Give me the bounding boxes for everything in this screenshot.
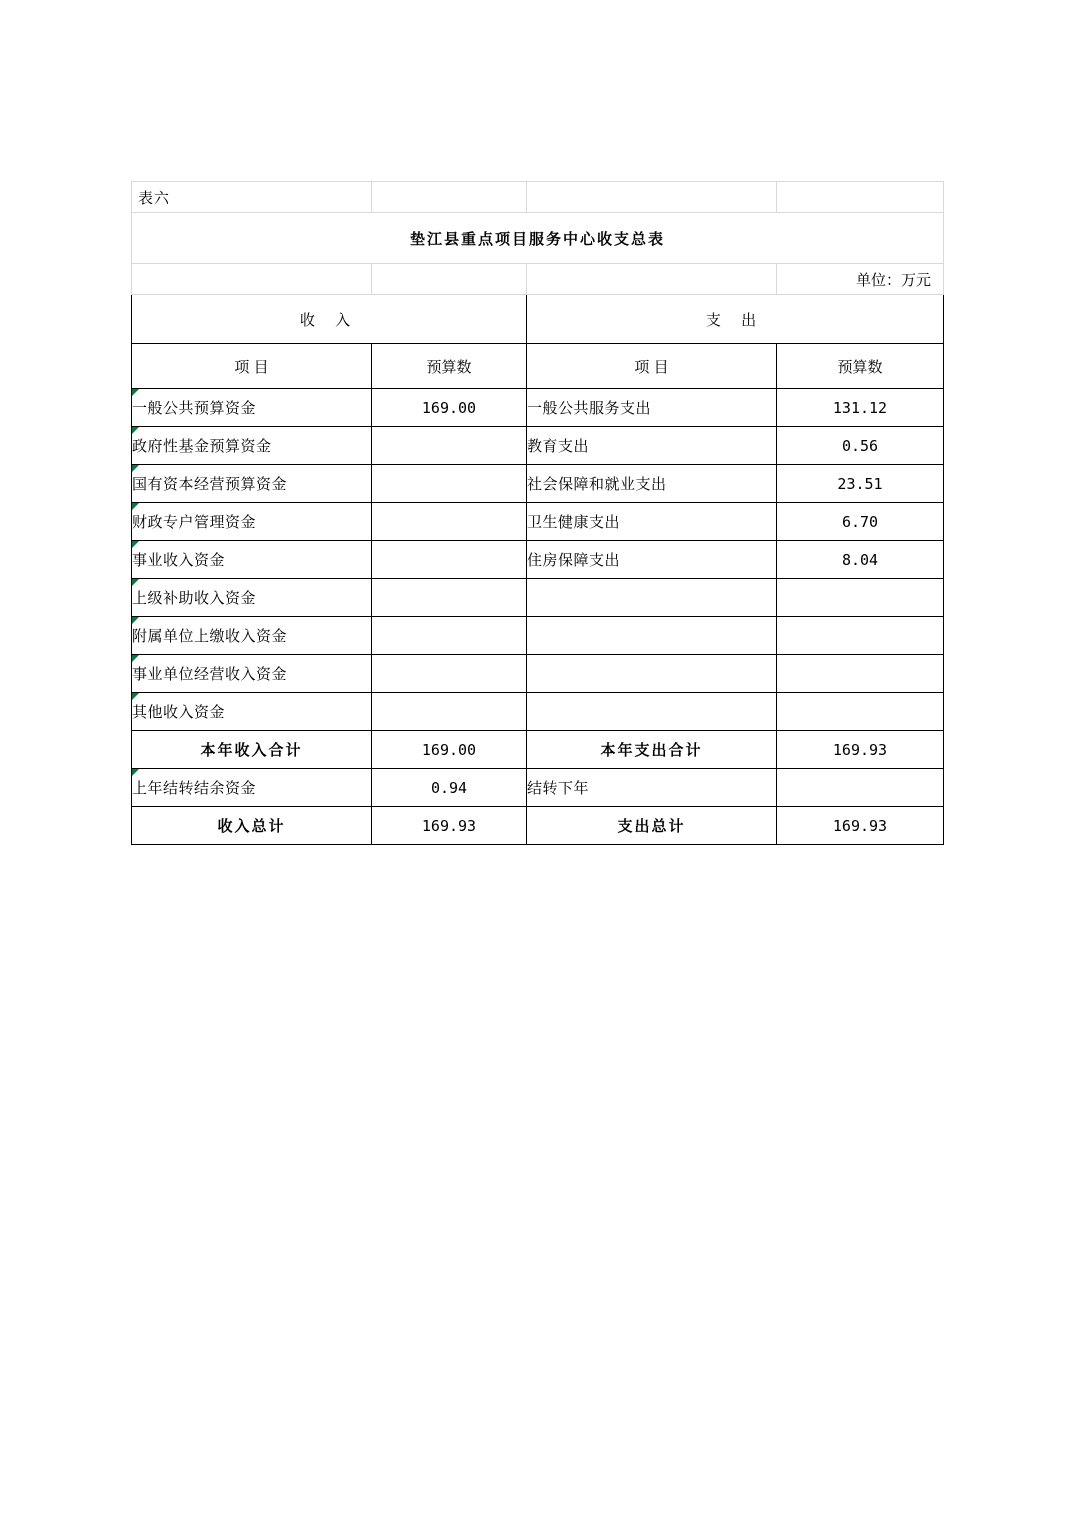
expense-budget (777, 655, 944, 693)
unit-row (132, 264, 944, 295)
expense-budget (777, 693, 944, 731)
income-item: 财政专户管理资金 (132, 503, 372, 541)
total-expense-budget: 169.93 (777, 807, 944, 845)
total-income-budget: 169.93 (372, 807, 527, 845)
budget-table (131, 181, 944, 845)
expense-budget (777, 617, 944, 655)
income-budget (372, 655, 527, 693)
income-budget (372, 503, 527, 541)
expense-item: 住房保障支出 (527, 541, 777, 579)
table-row (132, 617, 944, 655)
total-income-label: 收入总计 (132, 807, 372, 845)
column-header-expense-budget: 预算数 (777, 344, 944, 389)
unit-filler-2 (372, 264, 527, 295)
carryover-income-budget: 0.94 (372, 769, 527, 807)
expense-budget: 23.51 (777, 465, 944, 503)
sheet-label-filler-2 (527, 182, 777, 213)
income-item: 其他收入资金 (132, 693, 372, 731)
sheet-label-filler-1 (372, 182, 527, 213)
title-row (132, 213, 944, 264)
group-header-row (132, 295, 944, 344)
sheet-label-row (132, 182, 944, 213)
grand-total-row (132, 807, 944, 845)
carryover-expense-budget (777, 769, 944, 807)
budget-sheet (131, 181, 943, 845)
table-row (132, 465, 944, 503)
subtotal-income-label: 本年收入合计 (132, 731, 372, 769)
income-budget (372, 427, 527, 465)
carryover-income-label: 上年结转结余资金 (132, 769, 372, 807)
income-budget (372, 617, 527, 655)
unit-note: 单位：万元 (777, 264, 944, 295)
page-title: 垫江县重点项目服务中心收支总表 (132, 213, 944, 264)
income-item: 事业收入资金 (132, 541, 372, 579)
income-item: 上级补助收入资金 (132, 579, 372, 617)
group-header-expense: 支 出 (527, 295, 944, 344)
expense-item: 卫生健康支出 (527, 503, 777, 541)
column-header-income-item: 项 目 (132, 344, 372, 389)
income-budget (372, 541, 527, 579)
income-item: 附属单位上缴收入资金 (132, 617, 372, 655)
expense-item: 社会保障和就业支出 (527, 465, 777, 503)
expense-budget: 6.70 (777, 503, 944, 541)
group-header-income: 收 入 (132, 295, 527, 344)
sheet-label: 表六 (132, 182, 372, 213)
income-budget (372, 693, 527, 731)
table-row (132, 503, 944, 541)
expense-budget: 131.12 (777, 389, 944, 427)
subtotal-expense-budget: 169.93 (777, 731, 944, 769)
subtotal-expense-label: 本年支出合计 (527, 731, 777, 769)
table-row (132, 427, 944, 465)
carryover-expense-label: 结转下年 (527, 769, 777, 807)
expense-item (527, 579, 777, 617)
income-item: 国有资本经营预算资金 (132, 465, 372, 503)
unit-filler-3 (527, 264, 777, 295)
expense-item: 一般公共服务支出 (527, 389, 777, 427)
expense-item (527, 655, 777, 693)
column-header-expense-item: 项 目 (527, 344, 777, 389)
table-row (132, 541, 944, 579)
table-row (132, 579, 944, 617)
table-row (132, 655, 944, 693)
carryover-row (132, 769, 944, 807)
column-header-income-budget: 预算数 (372, 344, 527, 389)
total-expense-label: 支出总计 (527, 807, 777, 845)
income-budget (372, 465, 527, 503)
income-budget (372, 579, 527, 617)
sheet-label-filler-3 (777, 182, 944, 213)
subtotal-row (132, 731, 944, 769)
income-item: 政府性基金预算资金 (132, 427, 372, 465)
table-row (132, 693, 944, 731)
income-item: 事业单位经营收入资金 (132, 655, 372, 693)
expense-budget: 0.56 (777, 427, 944, 465)
expense-budget (777, 579, 944, 617)
subtotal-income-budget: 169.00 (372, 731, 527, 769)
income-item: 一般公共预算资金 (132, 389, 372, 427)
expense-budget: 8.04 (777, 541, 944, 579)
expense-item: 教育支出 (527, 427, 777, 465)
unit-filler-1 (132, 264, 372, 295)
table-row (132, 389, 944, 427)
expense-item (527, 617, 777, 655)
column-header-row (132, 344, 944, 389)
expense-item (527, 693, 777, 731)
income-budget: 169.00 (372, 389, 527, 427)
